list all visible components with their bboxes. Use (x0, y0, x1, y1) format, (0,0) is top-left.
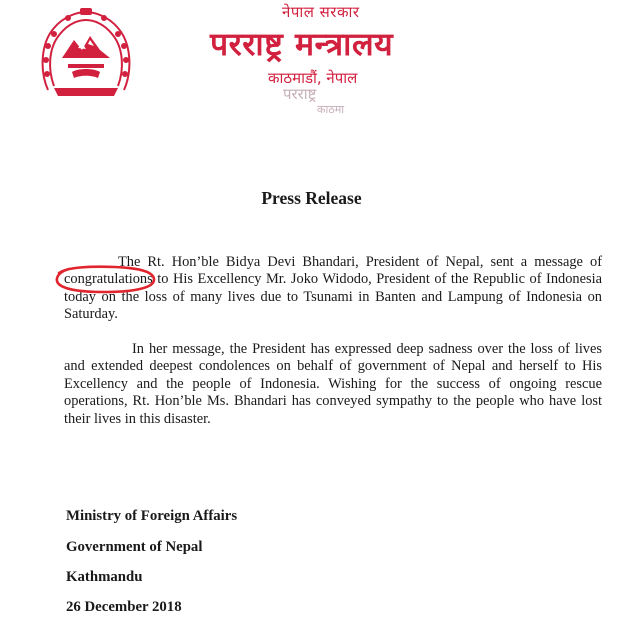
paragraph-1 (64, 254, 602, 324)
document-title: Press Release (261, 188, 362, 208)
signature-government: Government of Nepal (66, 539, 203, 555)
faded-stamp (283, 84, 344, 117)
nepal-emblem-icon (34, 6, 138, 104)
government-of-nepal-heading: नेपाल सरकार (282, 3, 360, 21)
signature-org: Ministry of Foreign Affairs (66, 508, 238, 524)
highlighted-word-text: congratulations (64, 271, 153, 288)
paragraph-2: In her message, the President has expressed deep sadness over the loss of lives and extended deepest condolences on behalf of government of Nepal and herself to His Excellency and the people of Indonesia. Wishing for the success of ongoing rescue operations, Rt. Hon’ble Ms. Bhandari has conveyed sympathy to the people who have lost their lives in this disaster. (64, 341, 602, 427)
ministry-name-heading: परराष्ट्र मन्त्रालय (210, 25, 394, 63)
stamp-line-2: काठमा (317, 103, 345, 116)
signature-date: 26 December 2018 (66, 599, 182, 615)
stamp-line-1: परराष्ट्र (283, 85, 317, 103)
signature-city: Kathmandu (66, 569, 143, 585)
highlighted-word (64, 271, 153, 288)
paragraph-1-lead: The Rt. Hon’ble Bidya Devi Bhandari, President of Nepal, sent a message of (118, 254, 602, 270)
paragraph-1-rest: to His Excellency Mr. Joko Widodo, President of the Republic of Indonesia today on the loss of many lives due to Tsunami in Banten and Lampung of Indonesia on Saturday. (64, 271, 602, 323)
ministry-city: काठमाडौं, नेपाल (268, 69, 358, 87)
